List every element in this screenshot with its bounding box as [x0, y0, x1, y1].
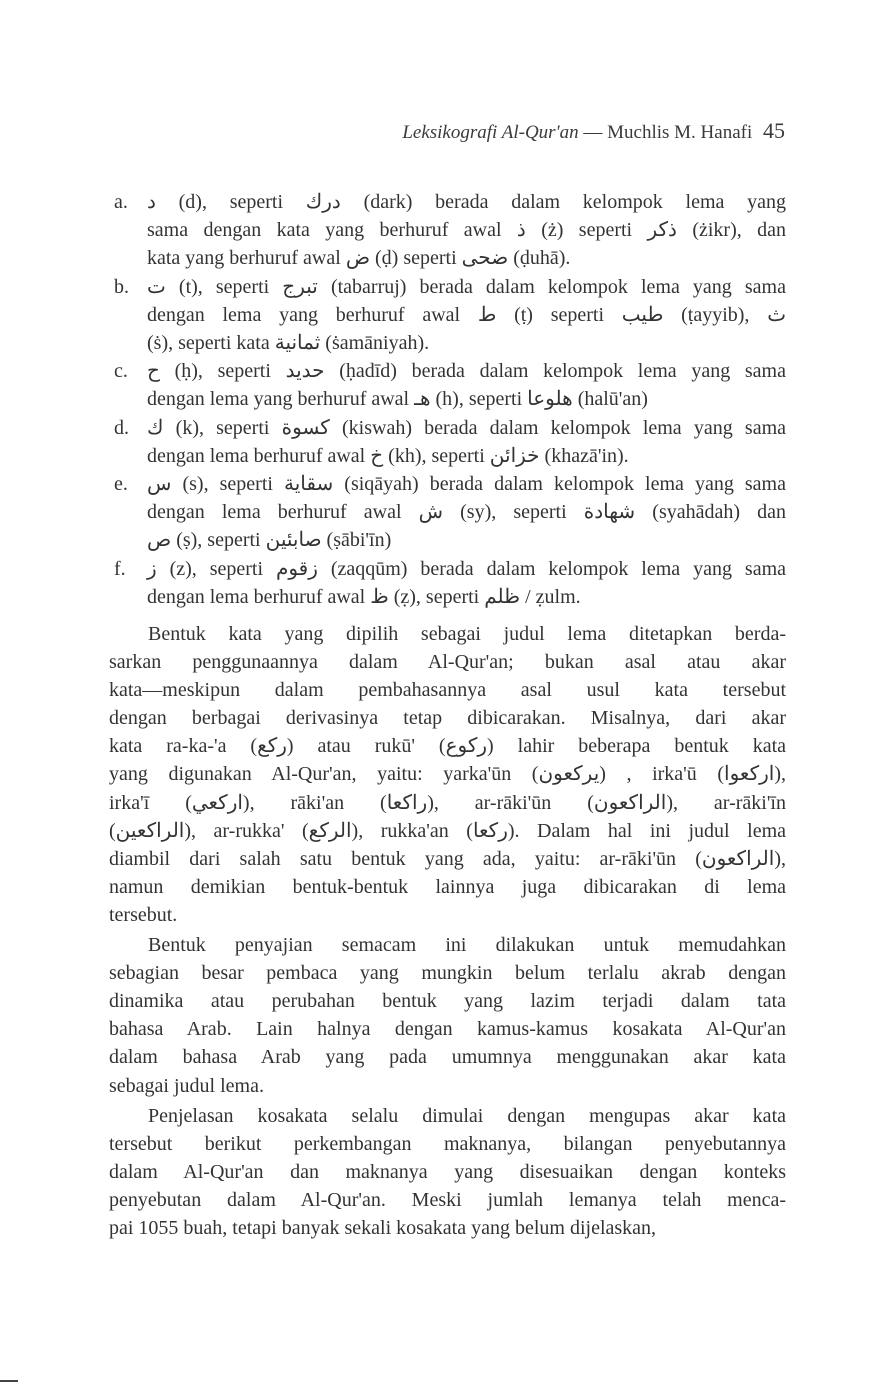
list-marker: a. [114, 191, 128, 213]
list-item-line: dengan lema yang berhuruf awal هـ (h), seperti هلوعا (halū'an) [147, 388, 648, 411]
list-item-line: dengan lema berhuruf awal ش (sy), seperti شهادة (syahādah) dan [147, 501, 786, 524]
paragraph-line: irka'ī (اركعي), rāki'an (راكعا), ar-rāki'ūn (الراكعون), ar-rāki'īn [109, 791, 786, 814]
paragraph [109, 931, 786, 1100]
paragraph [109, 1102, 786, 1242]
list-item-line: dengan lema yang berhuruf awal ط (ṭ) seperti طيب (ṭayyib), ث [147, 303, 787, 326]
list-marker: d. [114, 416, 129, 439]
list-item [114, 414, 786, 470]
paragraph-line: Bentuk kata yang dipilih sebagai judul lema ditetapkan berda- [148, 623, 786, 645]
list-item [114, 273, 786, 358]
paragraph-line: tersebut. [109, 903, 178, 926]
list-item [114, 555, 786, 611]
paragraph-line: sebagian besar pembaca yang mungkin belum terlalu akrab dengan [109, 962, 786, 985]
list-item-line: dengan lema berhuruf awal خ (kh), seperti خزائن (khazā'in). [147, 444, 629, 467]
letter-grouping-list [114, 188, 786, 611]
list-item-line: sama dengan kata yang berhuruf awal ذ (ż) seperti ذكر (żikr), dan [147, 219, 786, 242]
paragraph-line: dalam bahasa Arab yang pada umumnya menggunakan akar kata [109, 1046, 786, 1069]
list-item [114, 470, 786, 555]
list-item [114, 188, 786, 273]
paragraph-line: pai 1055 buah, tetapi banyak sekali kosakata yang belum dijelaskan, [109, 1216, 657, 1239]
paragraph-line: bahasa Arab. Lain halnya dengan kamus-kamus kosakata Al-Qur'an [109, 1018, 786, 1041]
paragraph-line: sarkan penggunaannya dalam Al-Qur'an; bukan asal atau akar [109, 651, 786, 674]
page-number: 45 [763, 118, 785, 143]
list-marker: b. [114, 275, 129, 298]
list-marker: c. [114, 360, 128, 383]
list-item-line: د (d), seperti درك (dark) berada dalam kelompok lema yang [147, 191, 787, 213]
list-marker: e. [114, 473, 128, 496]
paragraph-line: penyebutan dalam Al-Qur'an. Meski jumlah lemanya telah menca- [109, 1188, 786, 1211]
paragraph-line: dalam Al-Qur'an dan maknanya yang disesuaikan dengan konteks [109, 1160, 786, 1183]
list-item-line: (ṡ), seperti kata ثمانية (ṡamāniyah). [147, 332, 430, 355]
list-item-line: dengan lema berhuruf awal ظ (ẓ), seperti ظلم / ẓulm. [147, 585, 581, 608]
paragraph-line: dinamika atau perubahan bentuk yang lazim terjadi dalam tata [109, 990, 786, 1013]
paragraph-line: Penjelasan kosakata selalu dimulai dengan mengupas akar kata [148, 1104, 786, 1127]
paragraph-line: (الراكعين), ar-rukka' (الركع), rukka'an (ركعا). Dalam hal ini judul lema [109, 819, 787, 842]
list-item-line: ز (z), seperti زقوم (zaqqūm) berada dalam kelompok lema yang sama [147, 557, 786, 580]
page-edge-mark [0, 1380, 18, 1382]
running-header [402, 118, 785, 144]
list-item-line: ح (ḥ), seperti حديد (ḥadīd) berada dalam kelompok lema yang sama [147, 360, 786, 383]
book-title: Leksikografi Al-Qur'an [402, 122, 579, 143]
paragraph-line: namun demikian bentuk-bentuk lainnya juga dibicarakan di lema [109, 875, 786, 898]
paragraph-line: sebagai judul lema. [109, 1074, 264, 1097]
paragraph-line: diambil dari salah satu bentuk yang ada, yaitu: ar-rāki'ūn (الراكعون), [109, 847, 786, 870]
list-item-line: ك (k), seperti كسوة (kiswah) berada dalam kelompok lema yang sama [147, 416, 786, 439]
book-author: Muchlis M. Hanafi [607, 122, 753, 143]
paragraph-line: tersebut berikut perkembangan maknanya, bilangan penyebutannya [109, 1132, 786, 1155]
header-separator: — [583, 122, 603, 143]
paragraph-line: yang digunakan Al-Qur'an, yaitu: yarka'ūn (يركعون) , irka'ū (اركعوا), [109, 763, 786, 786]
list-item-line: ت (t), seperti تبرج (tabarruj) berada dalam kelompok lema yang sama [147, 275, 786, 298]
paragraph [109, 620, 786, 929]
list-item-line: س (s), seperti سقاية (siqāyah) berada dalam kelompok lema yang sama [147, 473, 786, 496]
paragraph-line: kata—meskipun dalam pembahasannya asal usul kata tersebut [109, 679, 786, 702]
body-text [109, 620, 786, 1242]
paragraph-line: Bentuk penyajian semacam ini dilakukan untuk memudahkan [148, 934, 786, 957]
paragraph-line: dengan berbagai derivasinya tetap dibicarakan. Misalnya, dari akar [109, 707, 786, 730]
paragraph-line: kata ra-ka-'a (ركع) atau rukū' (ركوع) lahir beberapa bentuk kata [109, 735, 786, 758]
list-marker: f. [114, 557, 126, 580]
list-item-line: kata yang berhuruf awal ض (ḍ) seperti ضحى (ḍuhā). [147, 247, 571, 270]
list-item [114, 357, 786, 413]
list-item-line: ص (ṣ), seperti صابئين (ṣābi'īn) [147, 529, 392, 552]
